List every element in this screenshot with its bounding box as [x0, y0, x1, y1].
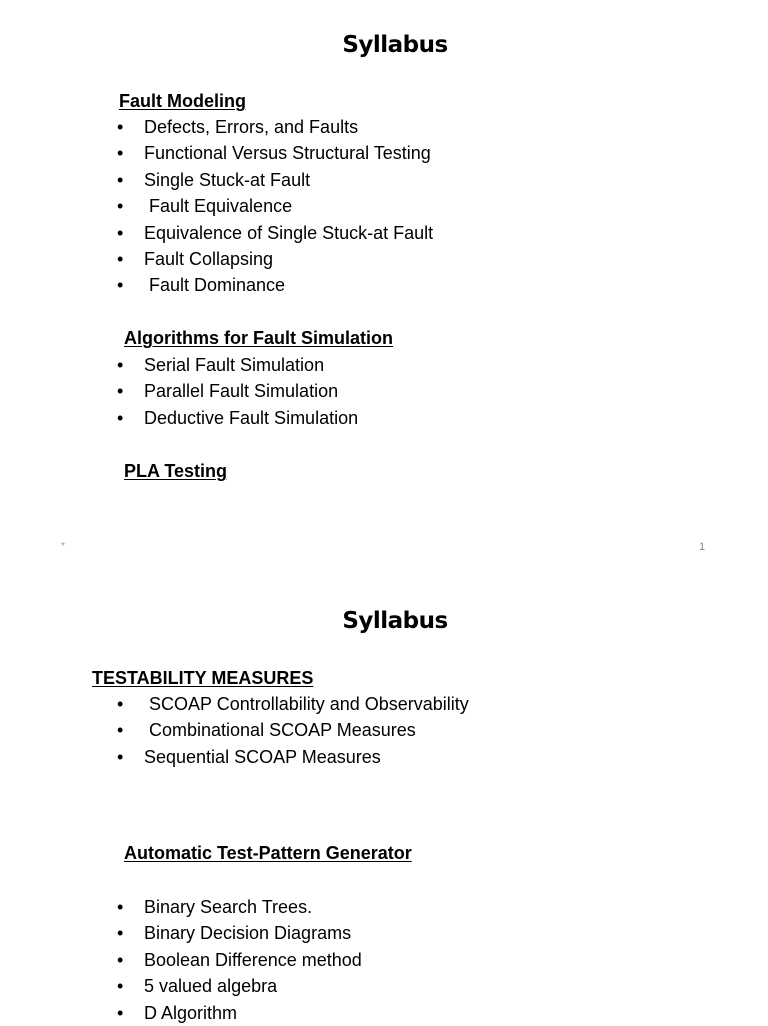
section-heading-testability-measures: TESTABILITY MEASURES: [92, 668, 314, 688]
bullet-icon: •: [117, 923, 124, 944]
list-item: • Single Stuck-at Fault: [144, 167, 433, 193]
bullet-icon: •: [117, 196, 124, 217]
section-heading-atpg: Automatic Test-Pattern Generator: [124, 843, 412, 863]
bullet-icon: •: [117, 381, 124, 402]
section-heading-fault-simulation: Algorithms for Fault Simulation: [124, 328, 393, 348]
list-item: • SCOAP Controllability and Observability: [144, 691, 469, 717]
bullet-icon: •: [117, 694, 124, 714]
list-item: • Binary Search Trees.: [144, 894, 362, 920]
bullet-icon: •: [117, 720, 124, 741]
list-item: • Fault Equivalence: [144, 193, 433, 219]
bullet-icon: •: [117, 976, 124, 997]
section-heading-pla-testing: PLA Testing: [124, 461, 227, 481]
bullet-icon: •: [117, 117, 124, 137]
bullet-icon: •: [117, 222, 124, 243]
list-item: • Deductive Fault Simulation: [144, 405, 358, 431]
bullet-icon: •: [117, 169, 124, 190]
list-item: • Parallel Fault Simulation: [144, 378, 358, 404]
list-item: • Fault Collapsing: [144, 246, 433, 272]
bullet-icon: •: [117, 407, 124, 428]
list-item: • 5 valued algebra: [144, 973, 362, 999]
list-item: • Sequential SCOAP Measures: [144, 744, 469, 770]
bullet-icon: •: [117, 355, 124, 375]
list-item: • Equivalence of Single Stuck-at Fault: [144, 220, 433, 246]
page-title: Syllabus: [342, 608, 448, 634]
bullet-icon: •: [117, 248, 124, 269]
bullet-icon: •: [117, 143, 124, 164]
list-item: • Defects, Errors, and Faults: [144, 114, 433, 140]
list-item: • Binary Decision Diagrams: [144, 920, 362, 946]
list-item: • Fault Dominance: [144, 272, 433, 298]
bullet-icon: •: [117, 1002, 124, 1023]
list-item: • Combinational SCOAP Measures: [144, 717, 469, 743]
fault-modeling-list: [117, 114, 434, 299]
page-title: Syllabus: [342, 32, 448, 58]
fault-simulation-list: [117, 352, 359, 431]
bullet-icon: •: [117, 897, 124, 917]
page-number: 1: [699, 541, 706, 553]
list-item: • Functional Versus Structural Testing: [144, 140, 433, 166]
page-marker: *: [61, 541, 65, 552]
list-item: • Serial Fault Simulation: [144, 352, 358, 378]
bullet-icon: •: [117, 949, 124, 970]
atpg-list: [117, 894, 362, 1026]
bullet-icon: •: [117, 746, 124, 767]
list-item: • Boolean Difference method: [144, 947, 362, 973]
bullet-icon: •: [117, 275, 124, 296]
section-heading-fault-modeling: Fault Modeling: [119, 91, 246, 111]
list-item: • D Algorithm: [144, 1000, 362, 1026]
testability-measures-list: [117, 691, 469, 770]
